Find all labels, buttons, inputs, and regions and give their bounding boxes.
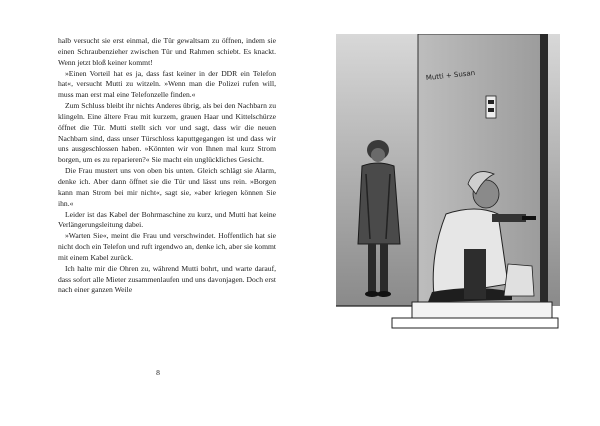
doorstep: [412, 302, 552, 318]
paragraph: »Einen Vorteil hat es ja, dass fast keiner in der DDR ein Telefon hat«, versucht Mutti zu witzeln. »Wenn man die Polizei rufen will, muss man erst mal eine Telefonzelle finden.«: [58, 68, 276, 100]
body-text: [58, 36, 276, 296]
illustration: [336, 34, 560, 354]
lock-plate-icon: [486, 96, 496, 118]
door-frame: [540, 34, 548, 314]
page-number: 8: [156, 368, 160, 377]
paragraph: halb versucht sie erst einmal, die Tür gewaltsam zu öffnen, indem sie einen Schraubenzieher zwischen Tür und Rahmen schiebt. Es knackt. Wenn jetzt bloß keiner kommt!: [58, 36, 276, 67]
door-sign: Mutti + Susan: [425, 68, 476, 83]
paragraph: »Warten Sie«, meint die Frau und verschwindet. Hoffentlich hat sie nicht doch ein Telefon und ruft irgendwo an, denke ich, aber sie kommt mit einem Kabel zurück.: [58, 231, 276, 262]
paragraph: Leider ist das Kabel der Bohrmaschine zu kurz, und Mutti hat keine Verlängerungsleitung dabei.: [58, 209, 276, 230]
paragraph: Zum Schluss bleibt ihr nichts Anderes übrig, als bei den Nachbarn zu klingeln. Eine ältere Frau mit kurzem, grauen Haar und Kittelschürze öffnet die Tür. Mutti stellt sich vor und sagt, dass wir die neuen Nachbarn sind, dass unser Türschloss kaputtgegangen ist und dass wir uns ausgeschlossen haben. »Könnten wir von Ihnen mal kurz Strom borgen, um es zu reparieren?« Sie macht ein unglückliches Gesicht.: [58, 101, 276, 165]
paragraph: Die Frau mustert uns von oben bis unten. Gleich schlägt sie Alarm, denke ich. Aber dann öffnet sie die Tür und lässt uns rein. »Borgen kann man Strom bei mir nicht«, sagt sie, »aber kriegen können Sie ihn.«: [58, 166, 276, 208]
paragraph: Ich halte mir die Ohren zu, während Mutti bohrt, und warte darauf, dass sofort alle Mieter zusammenlaufen und uns davonjagen. Doch erst nach einer ganzen Weile: [58, 263, 276, 295]
